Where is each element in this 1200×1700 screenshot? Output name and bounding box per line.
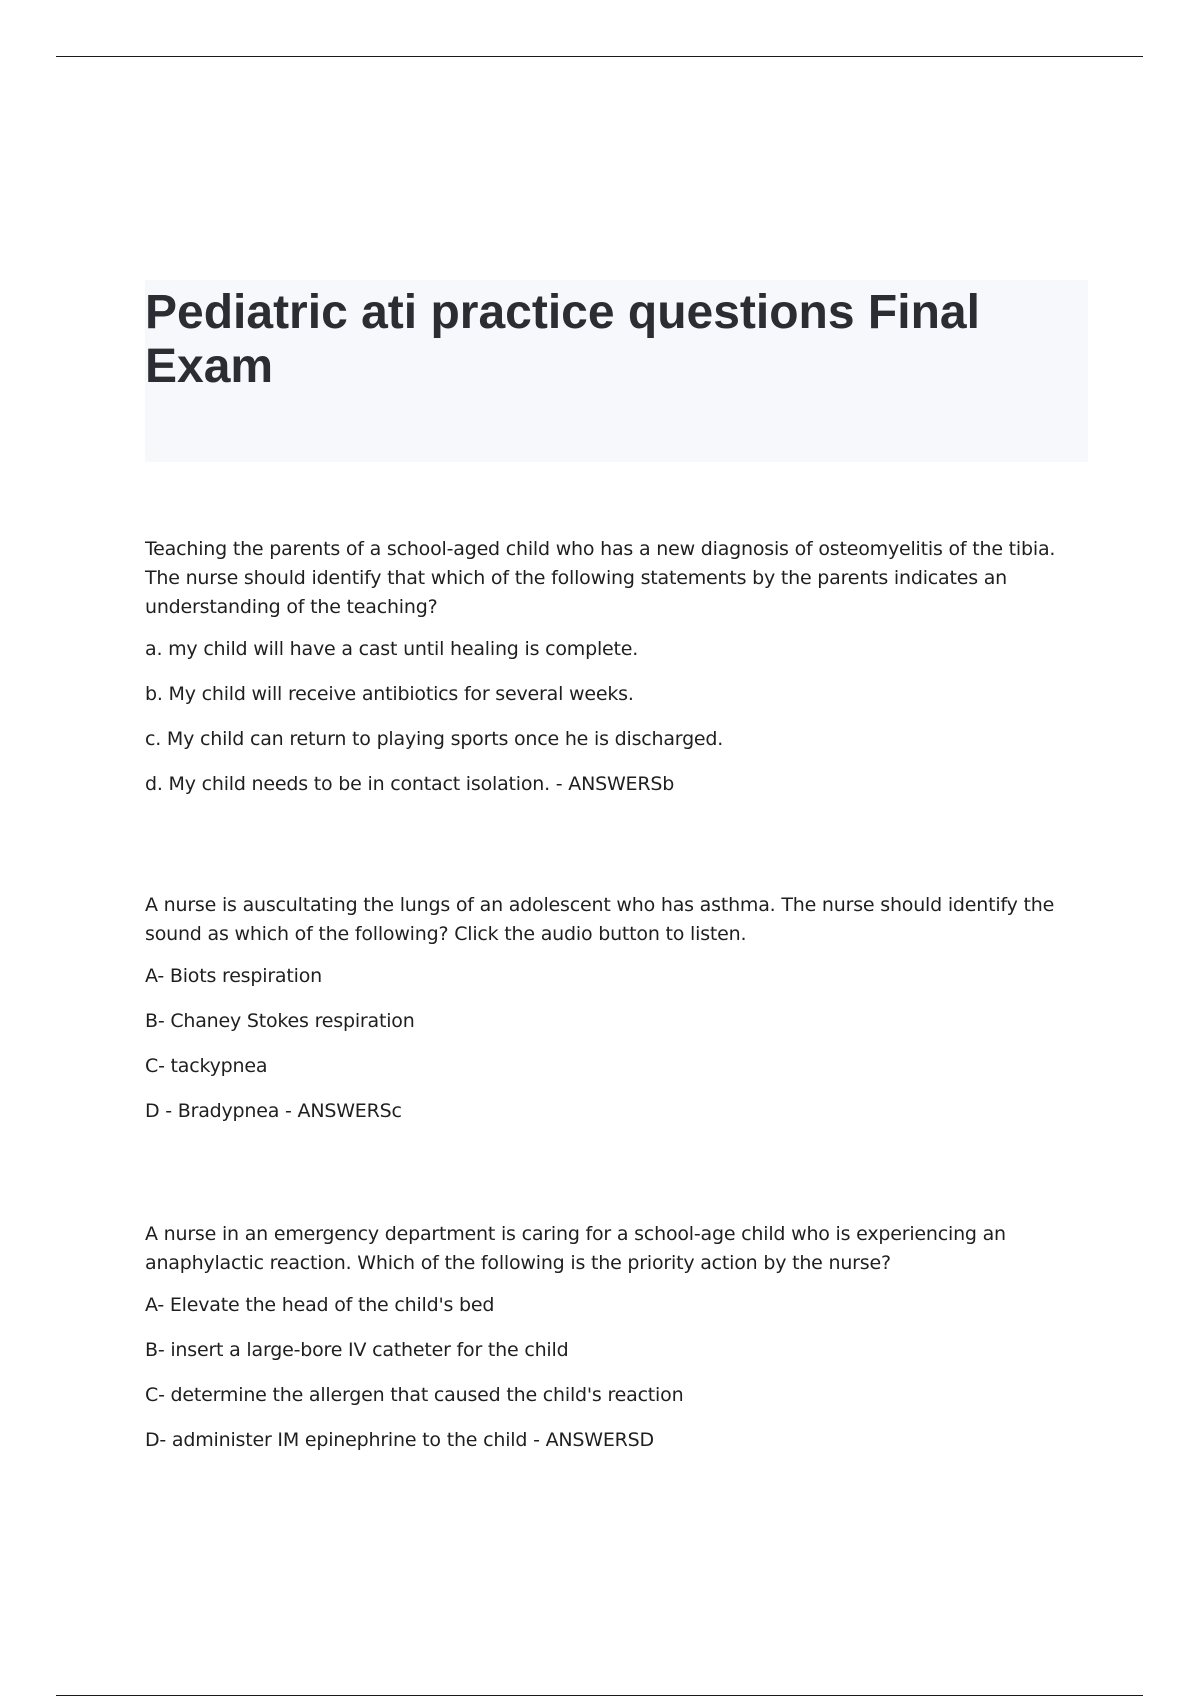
answer-option: C- determine the allergen that caused the child's reaction xyxy=(145,1384,684,1406)
question-list xyxy=(145,535,1090,1551)
answer-option: B- Chaney Stokes respiration xyxy=(145,1010,415,1032)
title-banner xyxy=(145,280,1088,462)
answer-option: c. My child can return to playing sports once he is discharged. xyxy=(145,728,724,750)
answer-option: A- Biots respiration xyxy=(145,965,322,987)
question-3 xyxy=(145,1220,1090,1471)
answer-option: D- administer IM epinephrine to the child - ANSWERSD xyxy=(145,1429,654,1451)
document-title: Pediatric ati practice questions Final Exam xyxy=(145,286,980,393)
answer-option: C- tackypnea xyxy=(145,1055,268,1077)
question-1 xyxy=(145,535,1090,815)
question-2 xyxy=(145,891,1090,1142)
answer-option: d. My child needs to be in contact isolation. - ANSWERSb xyxy=(145,773,675,795)
answer-option: b. My child will receive antibiotics for several weeks. xyxy=(145,683,634,705)
answer-option: B- insert a large-bore IV catheter for the child xyxy=(145,1339,569,1361)
header-rule xyxy=(56,56,1143,57)
answer-option: A- Elevate the head of the child's bed xyxy=(145,1294,495,1316)
question-stem: Teaching the parents of a school-aged child who has a new diagnosis of osteomyelitis of the tibia. The nurse should identify that which of the following statements by the parents indicates an understanding of the teaching? xyxy=(145,538,1056,618)
answer-option: D - Bradypnea - ANSWERSc xyxy=(145,1100,402,1122)
question-stem: A nurse in an emergency department is caring for a school-age child who is experiencing an anaphylactic reaction. Which of the following is the priority action by the nurse? xyxy=(145,1223,1006,1274)
question-stem: A nurse is auscultating the lungs of an adolescent who has asthma. The nurse should identify the sound as which of the following? Click the audio button to listen. xyxy=(145,894,1055,945)
answer-option: a. my child will have a cast until healing is complete. xyxy=(145,638,639,660)
footer-rule xyxy=(56,1695,1143,1696)
